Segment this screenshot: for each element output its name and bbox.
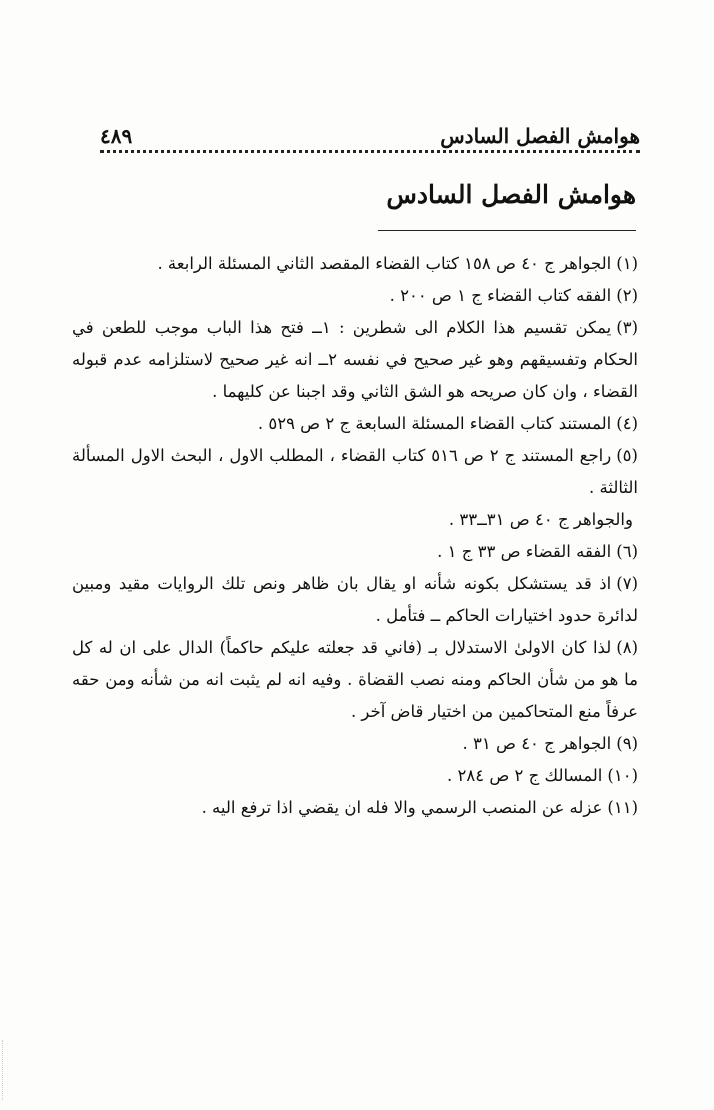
footnote [72, 408, 638, 440]
footnote-continuation [72, 504, 638, 536]
footnote [72, 568, 638, 632]
chapter-title: هوامش الفصل السادس [386, 180, 636, 209]
footnote [72, 792, 638, 824]
footnote-text: اذ قد يستشكل بكونه شأنه او يقال بان ظاهر ونص تلك الروايات مقيد ومبين لدائرة حدود اختيارات الحاكم ــ فتأمل . [72, 574, 638, 625]
title-underline [378, 230, 636, 231]
running-title: هوامش الفصل السادس [440, 124, 640, 148]
footnote-text: المسالك ج ٢ ص ٢٨٤ . [446, 766, 603, 785]
footnote-number: (٥) [616, 446, 638, 465]
footnote [72, 312, 638, 408]
footnote-text: الفقه القضاء ص ٣٣ ج ١ . [437, 542, 612, 561]
footnote-number: (١١) [607, 798, 638, 817]
footnote-number: (٢) [616, 286, 638, 305]
footnote-text: الجواهر ج ٤٠ ص ١٥٨ كتاب القضاء المقصد الثاني المسئلة الرابعة . [157, 254, 612, 273]
scan-edge-mark [2, 1040, 5, 1100]
footnote [72, 248, 638, 280]
footnote-number: (٩) [616, 734, 638, 753]
footnote-text: الجواهر ج ٤٠ ص ٣١ . [462, 734, 612, 753]
running-header [100, 118, 640, 154]
footnote [72, 536, 638, 568]
footnote-number: (٨) [616, 638, 638, 657]
footnote-number: (٤) [616, 414, 638, 433]
footnote-number: (١) [616, 254, 638, 273]
footnote-number: (٣) [616, 318, 638, 337]
footnote [72, 728, 638, 760]
footnote [72, 280, 638, 312]
footnote-text: عزله عن المنصب الرسمي والا فله ان يقضي اذا ترفع اليه . [201, 798, 603, 817]
footnote-text: لذا كان الاولىٰ الاستدلال بـ (فاني قد جعلته عليكم حاكماً) الدال على ان له كل ما هو من شأن الحاكم ومنه نصب القضاة . وفيه انه لم يثبت انه من شأنه ومن حقه عرفاً منع المتحاكمين من اختيار قاض آخر . [72, 638, 638, 721]
dotted-divider [100, 150, 640, 163]
footnote-number: (٧) [616, 574, 638, 593]
footnote [72, 440, 638, 504]
footnote-text: يمكن تقسيم هذا الكلام الى شطرين : ١ــ فتح هذا الباب موجب للطعن في الحكام وتفسيقهم وهو غير صحيح في نفسه ٢ــ انه غير صحيح لاستلزامه عدم قبوله القضاء ، وان كان صريحه هو الشق الثاني وقد اجبنا عن كليهما . [72, 318, 638, 401]
footnote-text: والجواهر ج ٤٠ ص ٣١ــ٣٣ . [448, 510, 633, 529]
footnote-number: (٦) [616, 542, 638, 561]
footnote-text: المستند كتاب القضاء المسئلة السابعة ج ٢ ص ٥٢٩ . [257, 414, 612, 433]
footnote-number: (١٠) [607, 766, 638, 785]
footnote [72, 632, 638, 728]
footnotes-list [72, 248, 638, 824]
footnote [72, 760, 638, 792]
footnote-text: الفقه كتاب القضاء ج ١ ص ٢٠٠ . [389, 286, 612, 305]
page-number: ٤٨٩ [100, 124, 133, 148]
footnote-text: راجع المستند ج ٢ ص ٥١٦ كتاب القضاء ، المطلب الاول ، البحث الاول المسألة الثالثة . [72, 446, 638, 497]
